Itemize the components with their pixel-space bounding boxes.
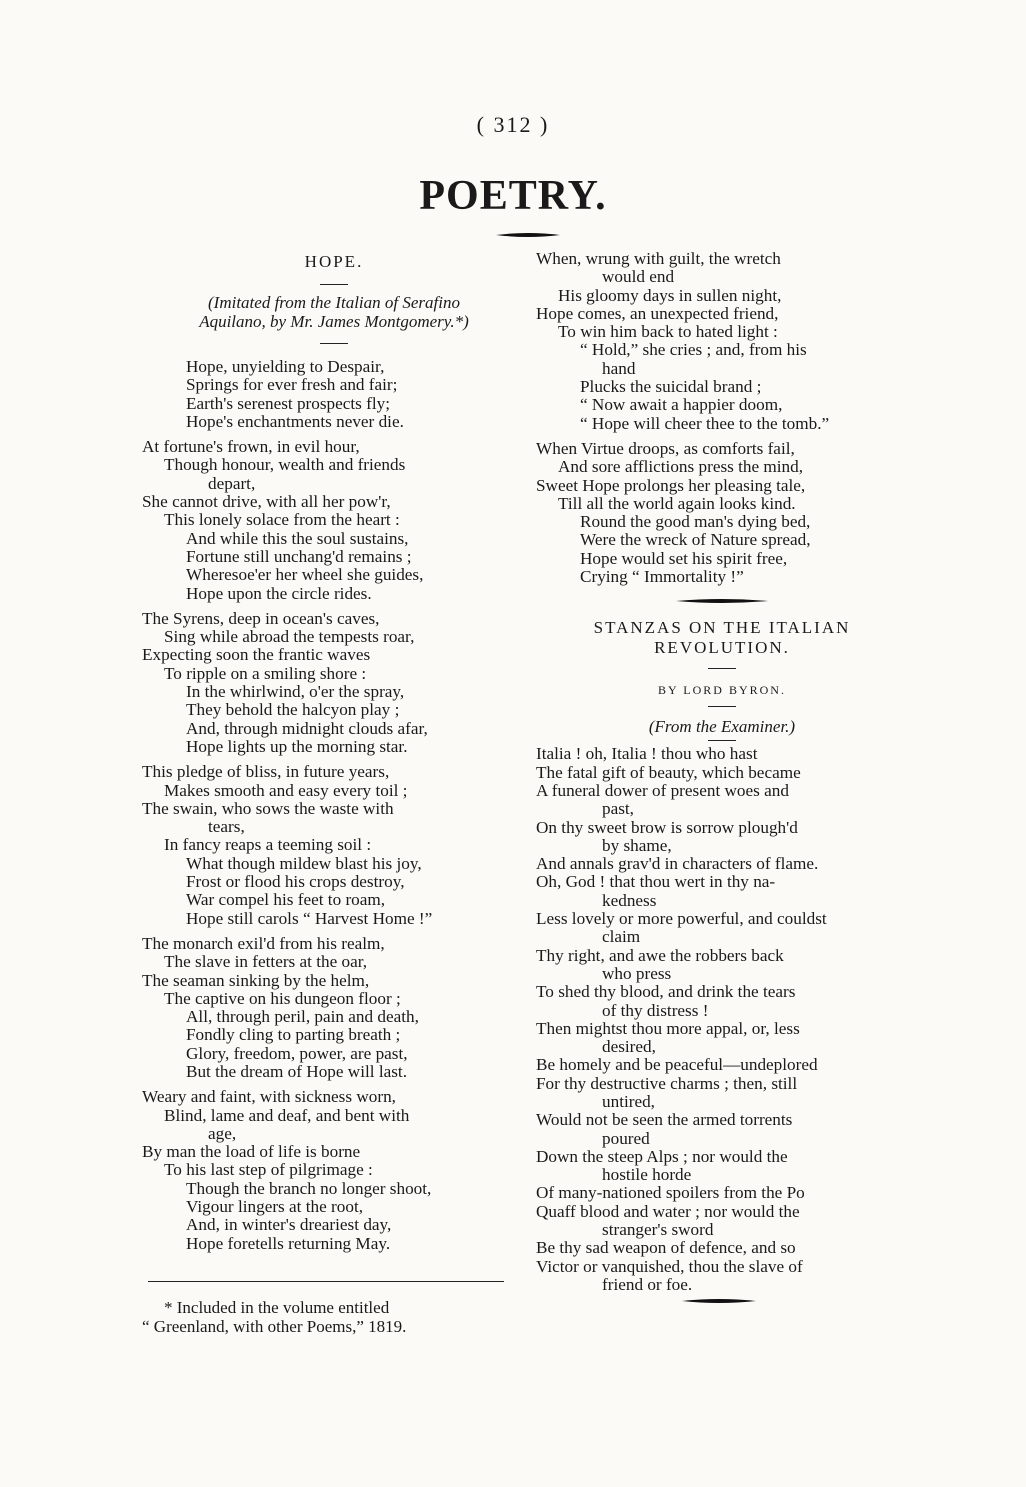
poem-line: Makes smooth and easy every toil ; (164, 780, 408, 800)
poem-line: desired, (602, 1037, 656, 1057)
poem-title-hope: HOPE. (304, 252, 364, 271)
poem-line: She cannot drive, with all her pow'r, (142, 492, 391, 512)
subtitle-line: Aquilano, by Mr. James Montgomery.*) (199, 312, 469, 331)
poem-line: Sing while abroad the tempests roar, (164, 627, 415, 647)
poem-line: Earth's serenest prospects fly; (186, 393, 391, 413)
poem-line: On thy sweet brow is sorrow plough'd (536, 817, 798, 837)
poem-line: Hope would set his spirit free, (580, 548, 788, 568)
poem-line: They behold the halcyon play ; (186, 700, 400, 720)
poem-line: War compel his feet to roam, (186, 890, 386, 910)
poem-line: When Virtue droops, as comforts fail, (536, 438, 795, 458)
divider (320, 284, 348, 285)
poem-line: Of many-nationed spoilers from the Po (536, 1183, 805, 1203)
divider (708, 740, 736, 741)
poem-line: A funeral dower of present woes and (536, 780, 789, 800)
poem-line: The captive on his dungeon floor ; (164, 988, 401, 1008)
poem-line: poured (602, 1128, 650, 1148)
poem-line: tears, (208, 817, 245, 837)
footnote-line: * Included in the volume entitled (164, 1297, 390, 1317)
poem-line: Then mightst thou more appal, or, less (536, 1018, 800, 1038)
poem-line: Hope, unyielding to Despair, (186, 357, 385, 376)
stanza (142, 610, 526, 756)
poem-line: By man the load of life is borne (142, 1142, 361, 1162)
poem-line: All, through peril, pain and death, (186, 1007, 419, 1027)
divider (708, 668, 736, 669)
poem-line: And while this the soul sustains, (186, 528, 409, 548)
poem-line: To his last step of pilgrimage : (164, 1160, 373, 1180)
poem-line: Hope's enchantments never die. (186, 411, 404, 431)
poem-line: Wheresoe'er her wheel she guides, (186, 565, 424, 585)
poem-line: “ Hold,” she cries ; and, from his (580, 340, 807, 360)
poem-line: To win him back to hated light : (558, 322, 778, 342)
poem-line: Glory, freedom, power, are past, (186, 1043, 408, 1063)
poem-line: Victor or vanquished, thou the slave of (536, 1256, 803, 1276)
section-flourish (676, 598, 768, 604)
poem-source: (From the Examiner.) (648, 717, 796, 737)
poem-line: When, wrung with guilt, the wretch (536, 249, 781, 268)
poem-line: But the dream of Hope will last. (186, 1061, 408, 1081)
poem-line: Hope upon the circle rides. (186, 583, 372, 603)
poem-line: Weary and faint, with sickness worn, (142, 1087, 396, 1107)
poem-line: Fortune still unchang'd remains ; (186, 546, 412, 566)
stanza (142, 935, 526, 1081)
poem-author: BY LORD BYRON. (658, 683, 786, 698)
poem-line: would end (602, 267, 675, 287)
poem-line: Be homely and be peaceful—undeplored (536, 1055, 818, 1075)
poem-line: kedness (602, 890, 657, 910)
poem-line: The Syrens, deep in ocean's caves, (142, 608, 380, 628)
italian-stanza (536, 745, 908, 1294)
divider (320, 343, 348, 344)
poem-line: In the whirlwind, o'er the spray, (186, 682, 405, 702)
title-flourish (496, 232, 560, 238)
right-column (536, 250, 908, 1304)
poem-line: And annals grav'd in characters of flame. (536, 854, 819, 874)
end-flourish (682, 1298, 756, 1304)
poem-line: To shed thy blood, and drink the tears (536, 982, 796, 1002)
subtitle-line: (Imitated from the Italian of Serafino (208, 293, 460, 312)
stanza (142, 438, 526, 603)
poem-line: past, (602, 799, 634, 819)
page-title: POETRY. (419, 173, 607, 219)
poem-line: Blind, lame and deaf, and bent with (164, 1105, 410, 1125)
poem-line: For thy destructive charms ; then, still (536, 1073, 798, 1093)
poem-line: friend or foe. (602, 1274, 693, 1294)
stanza (142, 358, 526, 431)
poem-subtitle (142, 293, 526, 331)
poem-line: Hope lights up the morning star. (186, 736, 408, 756)
hope-stanzas (142, 358, 526, 1253)
poem-line: Expecting soon the frantic waves (142, 645, 371, 665)
poem-line: Quaff blood and water ; nor would the (536, 1201, 800, 1221)
poem-line: by shame, (602, 835, 672, 855)
poem-line: Thy right, and awe the robbers back (536, 945, 784, 965)
poem-line: This lonely solace from the heart : (164, 510, 400, 530)
poem-line: His gloomy days in sullen night, (558, 285, 782, 305)
poem-line: What though mildew blast his joy, (186, 853, 422, 873)
poem-line: The fatal gift of beauty, which became (536, 762, 801, 782)
poem-line: Would not be seen the armed torrents (536, 1110, 793, 1130)
poem-line: Down the steep Alps ; nor would the (536, 1146, 788, 1166)
poem-line: Round the good man's dying bed, (580, 512, 811, 532)
poem-line: claim (602, 927, 641, 947)
footnote (142, 1298, 526, 1336)
poem-line: “ Hope will cheer thee to the tomb.” (580, 413, 830, 433)
left-column (142, 250, 526, 1336)
poem-line: The slave in fetters at the oar, (164, 952, 368, 972)
hope-stanzas-continued (536, 250, 908, 586)
poem-line: Frost or flood his crops destroy, (186, 872, 405, 892)
poem-line: The swain, who sows the waste with (142, 798, 394, 818)
poem-line: Till all the world again looks kind. (558, 493, 796, 513)
poem-line: “ Now await a happier doom, (580, 395, 783, 415)
footnote-line: “ Greenland, with other Poems,” 1819. (142, 1316, 407, 1336)
stanza (142, 1088, 526, 1253)
poem-line: And sore afflictions press the mind, (558, 457, 804, 477)
poem-line: Hope still carols “ Harvest Home !” (186, 908, 433, 928)
title-line: STANZAS ON THE ITALIAN (593, 618, 851, 638)
poem-title-stanzas (536, 618, 908, 658)
poem-line: hand (602, 358, 636, 378)
poem-line: Springs for ever fresh and fair; (186, 375, 398, 395)
poem-line: At fortune's frown, in evil hour, (142, 437, 360, 457)
page-number: ( 312 ) (476, 112, 550, 137)
footnote-rule (148, 1281, 504, 1282)
poem-line: age, (208, 1123, 237, 1143)
poem-line: Though honour, wealth and friends (164, 455, 406, 475)
poem-line: Be thy sad weapon of defence, and so (536, 1238, 796, 1258)
poem-line: hostile horde (602, 1165, 692, 1185)
poem-line: Sweet Hope prolongs her pleasing tale, (536, 475, 806, 495)
poem-line: Plucks the suicidal brand ; (580, 377, 762, 397)
poem-line: The seaman sinking by the helm, (142, 970, 370, 990)
divider (708, 706, 736, 707)
title-line: REVOLUTION. (654, 638, 790, 658)
poem-line: This pledge of bliss, in future years, (142, 762, 390, 782)
poem-line: Oh, God ! that thou wert in thy na- (536, 872, 776, 892)
poem-line: of thy distress ! (602, 1000, 709, 1020)
poem-line: Hope foretells returning May. (186, 1233, 391, 1253)
poem-line: Fondly cling to parting breath ; (186, 1025, 401, 1045)
poem-line: stranger's sword (602, 1220, 714, 1240)
poem-line: untired, (602, 1091, 655, 1111)
poem-line: And, through midnight clouds afar, (186, 718, 428, 738)
poem-line: Italia ! oh, Italia ! thou who hast (536, 744, 758, 764)
poem-line: Were the wreck of Nature spread, (580, 530, 811, 550)
stanza (536, 440, 908, 586)
stanza (536, 250, 908, 433)
poem-line: Vigour lingers at the root, (186, 1197, 364, 1217)
stanza (142, 763, 526, 928)
poem-line: The monarch exil'd from his realm, (142, 933, 385, 953)
poem-line: Less lovely or more powerful, and couldst (536, 909, 827, 929)
poem-line: Hope comes, an unexpected friend, (536, 303, 779, 323)
poem-line: And, in winter's dreariest day, (186, 1215, 392, 1235)
poem-line: To ripple on a smiling shore : (164, 663, 367, 683)
poem-line: In fancy reaps a teeming soil : (164, 835, 372, 855)
poem-line: Crying “ Immortality !” (580, 567, 744, 587)
poem-line: Though the branch no longer shoot, (186, 1178, 432, 1198)
poem-line: depart, (208, 473, 256, 493)
poem-line: who press (602, 963, 672, 983)
